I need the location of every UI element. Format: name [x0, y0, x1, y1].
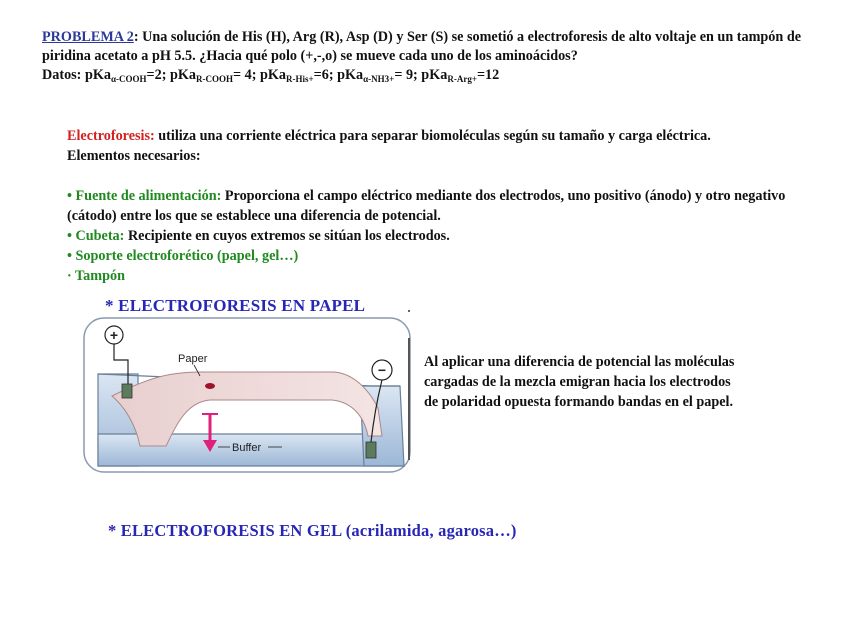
item-label: • Soporte electroforético (papel, gel…) — [67, 248, 299, 264]
definition-block — [67, 126, 787, 166]
left-electrode — [122, 384, 132, 398]
positive-sign: + — [109, 327, 119, 343]
problem-tag: PROBLEMA 2 — [42, 29, 134, 45]
datos-label: Datos: pKa — [42, 67, 111, 83]
problem-text: : Una solución de His (H), Arg (R), Asp (D) y Ser (S) se sometió a electroforesis de alto voltaje en un tampón de piridina acetato a pH 5.5. ¿Hacia qué polo (+,-,o) se mueve cada uno de los aminoácidos? — [42, 29, 802, 64]
side-explanation: Al aplicar una diferencia de potencial las moléculas cargadas de la mezcla emigran hacia los electrodos de polaridad opuesta formando bandas en el papel. — [424, 354, 735, 410]
pka-sub-1: α-COOH — [110, 74, 147, 84]
pka-val-5: =12 — [476, 67, 500, 83]
elements-list — [67, 186, 787, 286]
decor-dot — [408, 310, 410, 312]
pka-val-2: = 4; pKa — [233, 67, 287, 83]
item-label: • Cubeta: — [67, 228, 125, 244]
paper-label: Paper — [178, 353, 208, 365]
pka-sub-2: R-COOH — [196, 74, 233, 84]
pka-val-1: =2; pKa — [146, 67, 196, 83]
problem-statement — [42, 28, 832, 85]
list-item — [67, 226, 787, 246]
pka-sub-3: R-His+ — [286, 74, 314, 84]
item-text: Recipiente en cuyos extremos se sitúan los electrodos. — [124, 228, 450, 244]
list-item — [67, 186, 787, 226]
elements-label: Elementos necesarios: — [67, 148, 201, 164]
definition-term: Electroforesis: — [67, 128, 155, 144]
item-label: • Fuente de alimentación: — [67, 188, 222, 204]
negative-sign: − — [377, 362, 387, 378]
item-text: Proporciona el campo eléctrico mediante dos electrodos, uno positivo (ánodo) y otro negativo (cátodo) entre los que se establece una diferencia de potencial. — [67, 188, 786, 224]
pka-val-3: =6; pKa — [313, 67, 364, 83]
sample-spot — [205, 383, 215, 389]
pka-sub-4: α-NH3+ — [363, 74, 395, 84]
heading-gel-electrophoresis: * ELECTROFORESIS EN GEL (acrilamida, agarosa…) — [108, 521, 517, 540]
heading-paper-electrophoresis: * ELECTROFORESIS EN PAPEL — [105, 296, 366, 315]
paper-electrophoresis-diagram — [82, 316, 412, 474]
pka-val-4: = 9; pKa — [394, 67, 448, 83]
item-label: · Tampón — [67, 268, 125, 284]
pka-sub-5: R-Arg+ — [447, 74, 477, 84]
right-electrode — [366, 442, 376, 458]
buffer-label: Buffer — [232, 442, 262, 454]
list-item — [67, 266, 787, 286]
definition-text: utiliza una corriente eléctrica para separar biomoléculas según su tamaño y carga eléctrica. — [154, 128, 711, 144]
list-item — [67, 246, 787, 266]
divider-line — [408, 338, 410, 460]
